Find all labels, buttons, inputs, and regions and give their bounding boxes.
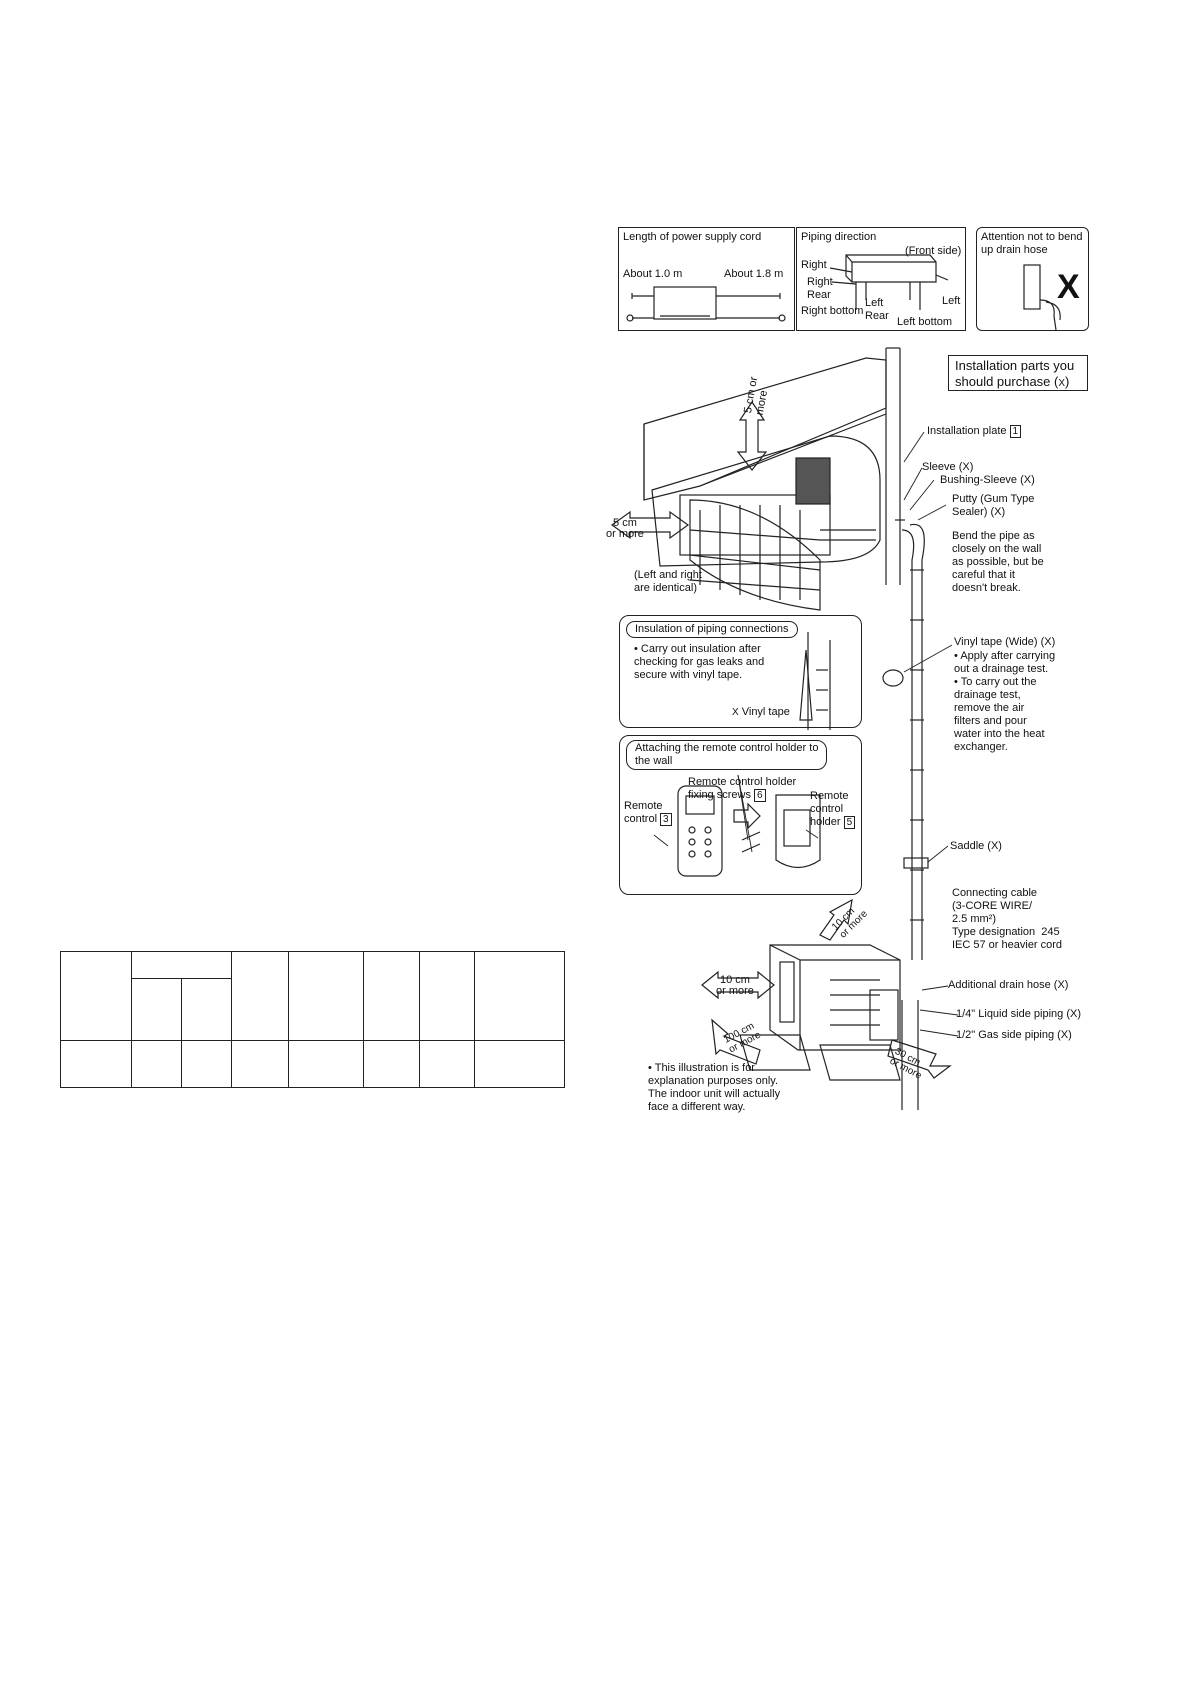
power-cord-left-length: About 1.0 m <box>623 268 683 280</box>
vinyl-tape-wide-label: Vinyl tape (Wide) (X) <box>954 636 1056 648</box>
power-cord-title: Length of power supply cord <box>623 231 762 243</box>
part-number-5: 5 <box>844 816 856 829</box>
clearance-top-label: 5 cm or more <box>742 375 770 417</box>
bend-pipe-note: Bend the pipe as closely on the wall as possible, but be careful that it doesn't break. <box>952 530 1044 594</box>
clearance-side-note: (Left and right are identical) <box>634 569 702 594</box>
clearance-side-label: 5 cm or more <box>606 517 644 540</box>
remote-control-label: Remote control 3 <box>624 800 672 826</box>
drain-warning-title: Attention not to bend up drain hose <box>981 231 1083 256</box>
sleeve-label: Sleeve (X) <box>922 461 974 473</box>
left-rear-label: Left Rear <box>865 297 889 322</box>
piping-direction-title: Piping direction <box>801 231 877 243</box>
remote-holder-title: Attaching the remote control holder to the wall <box>626 740 827 770</box>
insulation-box <box>619 615 862 728</box>
outdoor-left-clearance-label: 10 cm or more <box>716 974 754 997</box>
bushing-sleeve-label: Bushing-Sleeve (X) <box>940 474 1035 486</box>
gas-piping-label: 1/2" Gas side piping (X) <box>956 1029 1072 1041</box>
remote-holder-box <box>619 735 862 895</box>
illustration-footnote: • This illustration is for explanation purposes only. The indoor unit will actually face a different way. <box>648 1062 781 1113</box>
purchase-x-icon: X <box>732 707 739 718</box>
right-bottom-label: Right bottom <box>801 305 864 317</box>
insulation-bullet: • Carry out insulation after checking for gas leaks and secure with vinyl tape. <box>634 643 765 681</box>
outdoor-front-clearance-label: 100 cm or more <box>722 1020 763 1056</box>
part-number-6: 6 <box>754 789 766 802</box>
wall-drawing <box>886 348 900 585</box>
prohibited-x-icon: X <box>1057 268 1080 306</box>
purchase-legend-box <box>948 355 1088 391</box>
power-cord-box <box>618 227 795 331</box>
outdoor-unit-drawing <box>740 945 900 1080</box>
additional-drain-hose-label: Additional drain hose (X) <box>948 979 1069 991</box>
installation-plate-label: Installation plate 1 <box>927 425 1021 438</box>
left-label: Left <box>942 295 961 307</box>
saddle-label: Saddle (X) <box>950 840 1002 852</box>
connecting-cable-label: Connecting cable (3-CORE WIRE/ 2.5 mm²) Type designation 245 IEC 57 or heavier cord <box>952 887 1063 951</box>
outdoor-right-clearance-label: 30 cm or more <box>887 1046 924 1082</box>
purchase-line2: should purchase (X) <box>955 374 1070 389</box>
power-cord-right-length: About 1.8 m <box>724 268 784 280</box>
liquid-piping-label: 1/4" Liquid side piping (X) <box>956 1008 1081 1020</box>
piping-drawing <box>883 520 928 1110</box>
front-side-label: (Front side) <box>905 245 962 257</box>
fixing-screws-label: Remote control holder fixing screws 6 <box>688 776 797 801</box>
insulation-title: Insulation of piping connections <box>626 621 798 638</box>
piping-direction-box <box>796 227 966 331</box>
remote-holder-label: Remote control holder 5 <box>810 790 855 829</box>
vinyl-tape-label: X Vinyl tape <box>732 706 790 718</box>
part-number-3: 3 <box>660 813 672 826</box>
part-number-1: 1 <box>1010 425 1022 438</box>
right-label: Right <box>801 259 827 271</box>
outdoor-top-clearance-label: 10 cm or more <box>830 905 870 941</box>
right-rear-label: Right Rear <box>807 276 833 301</box>
drain-warning-box <box>976 227 1089 331</box>
left-bottom-label: Left bottom <box>897 316 953 328</box>
putty-label: Putty (Gum Type Sealer) (X) <box>952 493 1035 518</box>
vinyl-bullet-1: • Apply after carrying out a drainage test. <box>954 650 1056 675</box>
purchase-x-icon: X <box>1058 378 1066 389</box>
purchase-line1: Installation parts you <box>955 358 1075 373</box>
vinyl-bullet-2: • To carry out the drainage test, remove the air filters and pour water into the heat exchanger. <box>954 676 1045 753</box>
